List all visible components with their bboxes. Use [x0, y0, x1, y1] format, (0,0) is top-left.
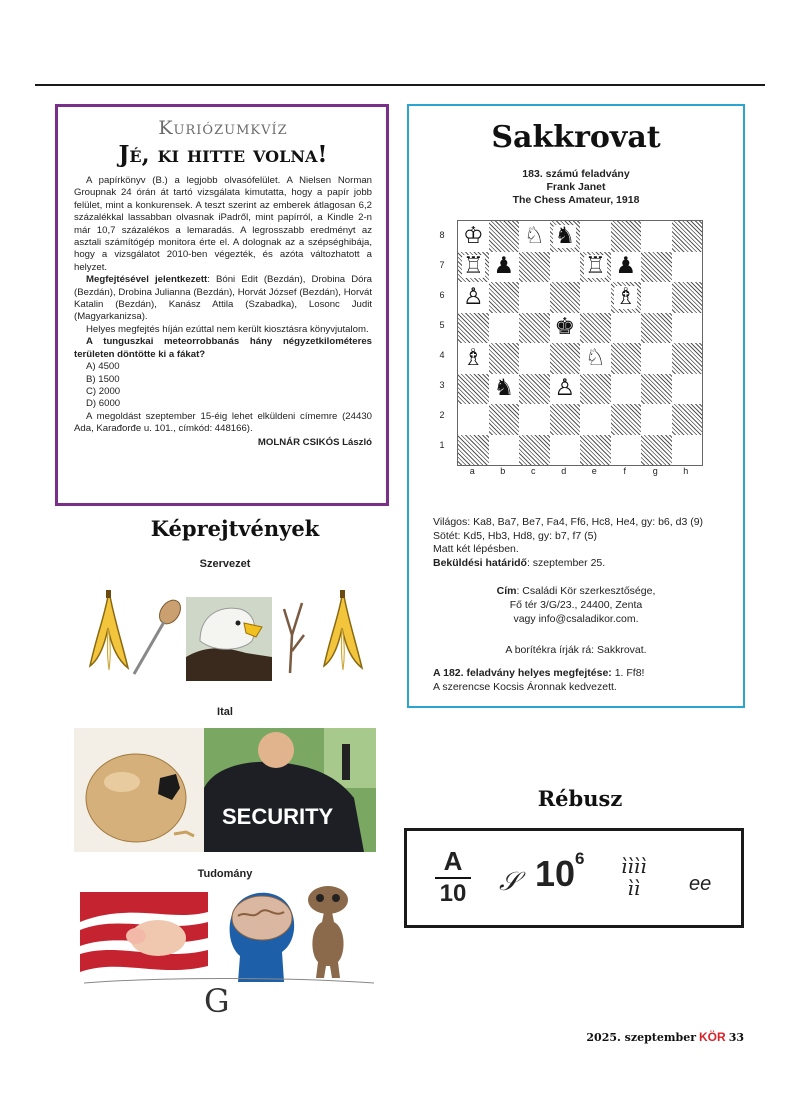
- quiz-answer-paragraph: A papírkönyv (B.) a legjobb olvasófelület. A Nielsen Norman Groupnak 24 órán át tartó vizsgálata kimutatta, hogy a papír jobb felület, mint a konkurensek. A teszt szerint az emberek átlagosan 6,2 százalékkal lassabban olvasnak iPadről, mint papírról, a Kindle 2-n már 10,7 százalékos a lemaradás. A legrosszabb eredményt az asztali számítógép monitora érte el. A dolognak az a szépséghibája, hogy a vizsgálatot 2010-ben végezték, és azóta változhatott a helyzet.: [74, 175, 372, 273]
- twig-icon: [276, 595, 310, 675]
- square-f2: [611, 404, 642, 435]
- square-h1: [672, 435, 703, 466]
- solvers-list: : Bóni Edit (Bezdán), Drobina Dóra (Bezdán), Drobina Julianna (Bezdán), Horvát József (Bezdán), Horvát Katalin (Bezdán), Kanász Attila (Szabadka), Losonc Judit (Magyarkanizsa).: [74, 274, 372, 323]
- rebus-ee: ee: [689, 873, 712, 895]
- rebus-ten-power: [535, 849, 585, 895]
- square-d2: [550, 404, 581, 435]
- fraction-a-over-10: [435, 847, 471, 907]
- square-g2: [641, 404, 672, 435]
- quiz-option-c: C) 2000: [86, 385, 121, 397]
- square-c6: [519, 282, 550, 313]
- g-letter: G: [204, 982, 230, 1020]
- piece-f6: ♗: [615, 283, 637, 310]
- power-exponent: 6: [575, 849, 585, 868]
- square-d3: [550, 374, 581, 405]
- quiz-box: [55, 104, 389, 506]
- quiz-kicker: Kuriózumkvíz: [158, 117, 288, 139]
- square-a6: [458, 282, 489, 313]
- fraction-numerator: A: [443, 846, 463, 876]
- picture-puzzles-title: Képrejtvények: [150, 516, 320, 541]
- awl-icon: [128, 598, 184, 678]
- rebus-box: [404, 828, 744, 928]
- quiz-option-d: D) 6000: [86, 398, 121, 410]
- square-c3: [519, 374, 550, 405]
- square-a7: [458, 252, 489, 283]
- square-d5: [550, 313, 581, 344]
- square-e8: [580, 221, 611, 252]
- square-a2: [458, 404, 489, 435]
- square-g5: [641, 313, 672, 344]
- chess-deadline: [433, 557, 733, 571]
- deadline-value: : szeptember 25.: [526, 556, 606, 569]
- square-c1: [519, 435, 550, 466]
- piece-d5: ♚: [554, 314, 576, 341]
- flag-hand-icon: [80, 892, 208, 980]
- file-label-d: d: [561, 466, 567, 476]
- square-d7: [550, 252, 581, 283]
- square-e1: [580, 435, 611, 466]
- rank-label-5: 5: [439, 320, 445, 330]
- address-line-1: [409, 584, 743, 598]
- address-line-3: vagy info@csaladikor.com.: [513, 613, 639, 625]
- quiz-no-prize: Helyes megfejtés híján ezúttal nem került kiosztásra könyvjutalom.: [86, 323, 369, 335]
- square-e4: [580, 343, 611, 374]
- square-g7: [641, 252, 672, 283]
- rank-labels: [435, 220, 449, 460]
- square-f1: [611, 435, 642, 466]
- page-number: 33: [728, 1031, 744, 1044]
- black-pieces: Sötét: Kd5, Hb3, Hd8, gy: b7, f7 (5): [433, 529, 598, 542]
- square-h5: [672, 313, 703, 344]
- banana-icon-2: [314, 588, 372, 678]
- square-c8: [519, 221, 550, 252]
- deadline-label: Beküldési határidő: [433, 556, 527, 569]
- piece-a8: ♔: [462, 222, 484, 249]
- security-label: SECURITY: [222, 804, 334, 829]
- square-a3: [458, 374, 489, 405]
- address-line-2: Fő tér 3/G/23., 24400, Zenta: [509, 599, 643, 611]
- solvers-label: Megfejtésével jelentkezett: [86, 274, 208, 286]
- square-c4: [519, 343, 550, 374]
- square-c7: [519, 252, 550, 283]
- piece-e4: ♘: [584, 344, 606, 371]
- question-text: A tunguszkai meteorrobbanás hány négyzetkilométeres területen döntötte ki a fákat?: [74, 336, 372, 360]
- square-f3: [611, 374, 642, 405]
- chess-box: [407, 104, 745, 708]
- kor-logo: KÖR: [699, 1030, 726, 1044]
- square-d8: [550, 221, 581, 252]
- brain-head-icon: [218, 886, 302, 982]
- square-e7: [580, 252, 611, 283]
- square-b5: [489, 313, 520, 344]
- rank-label-2: 2: [439, 410, 445, 420]
- piece-b3: ♞: [493, 375, 515, 402]
- top-rule: [35, 84, 765, 86]
- square-h4: [672, 343, 703, 374]
- square-b7: [489, 252, 520, 283]
- page-footer: [586, 1030, 744, 1044]
- square-a1: [458, 435, 489, 466]
- eagle-icon: [186, 597, 272, 681]
- i-stack-bottom: ìì: [627, 876, 641, 900]
- file-label-e: e: [591, 466, 597, 476]
- square-c2: [519, 404, 550, 435]
- square-h8: [672, 221, 703, 252]
- square-g3: [641, 374, 672, 405]
- rebus-i-stack: [621, 855, 647, 899]
- rank-label-3: 3: [439, 380, 445, 390]
- piece-a6: ♙: [462, 283, 484, 310]
- i-stack-top: ìììì: [621, 854, 647, 878]
- square-h7: [672, 252, 703, 283]
- square-e2: [580, 404, 611, 435]
- square-b1: [489, 435, 520, 466]
- et-alien-icon: [302, 882, 354, 982]
- square-a5: [458, 313, 489, 344]
- quiz-solvers-paragraph: [74, 274, 372, 324]
- piece-d8: ♞: [554, 222, 576, 249]
- chess-task: Matt két lépésben.: [433, 543, 519, 555]
- rank-label-6: 6: [439, 290, 445, 300]
- quiz-signature: MOLNÁR CSIKÓS László: [257, 436, 372, 448]
- square-b2: [489, 404, 520, 435]
- rank-label-7: 7: [439, 260, 445, 270]
- piece-d3: ♙: [554, 375, 576, 402]
- square-f5: [611, 313, 642, 344]
- piece-e7: ♖: [584, 253, 606, 280]
- square-f6: [611, 282, 642, 313]
- square-b8: [489, 221, 520, 252]
- chess-title: Sakkrovat: [491, 120, 661, 155]
- square-g6: [641, 282, 672, 313]
- square-f8: [611, 221, 642, 252]
- square-e6: [580, 282, 611, 313]
- quiz-title: Jé, ki hitte volna!: [118, 141, 328, 168]
- square-f4: [611, 343, 642, 374]
- square-g1: [641, 435, 672, 466]
- envelope-note: A borítékra írják rá: Sakkrovat.: [505, 644, 647, 656]
- square-f7: [611, 252, 642, 283]
- security-guard-icon: [204, 728, 376, 852]
- solution-label: A 182. feladvány helyes megfejtése:: [433, 667, 612, 679]
- issue-date: 2025. szeptember: [586, 1031, 697, 1044]
- file-label-g: g: [652, 466, 658, 476]
- square-b3: [489, 374, 520, 405]
- piece-a4: ♗: [462, 344, 484, 371]
- quiz-option-b: B) 1500: [86, 373, 120, 385]
- square-g4: [641, 343, 672, 374]
- piece-f7: ♟: [615, 253, 637, 280]
- square-e3: [580, 374, 611, 405]
- solution-move: 1. Ff8!: [611, 667, 645, 679]
- chess-address: [409, 584, 743, 626]
- puzzle-label-1: Szervezet: [199, 558, 251, 570]
- file-label-c: c: [531, 466, 536, 476]
- address-value: : Családi Kör szerkesztősége,: [516, 585, 656, 597]
- piece-a7: ♖: [462, 253, 484, 280]
- chess-position-info: [433, 516, 733, 570]
- address-label: Cím: [496, 585, 517, 597]
- square-h3: [672, 374, 703, 405]
- quiz-deadline: A megoldást szeptember 15-éig lehet elküldeni címemre (24430 Ada, Karađorđe u. 101., címkód: 448166).: [74, 410, 372, 435]
- rebus-title: Rébusz: [537, 786, 623, 811]
- square-g8: [641, 221, 672, 252]
- power-base: 10: [535, 853, 576, 894]
- previous-solution: [433, 667, 733, 694]
- problem-author: Frank Janet: [546, 181, 606, 193]
- square-h2: [672, 404, 703, 435]
- rebus-s: 𝒮: [499, 867, 520, 897]
- square-d1: [550, 435, 581, 466]
- chess-problem-header: [409, 168, 743, 207]
- fraction-denominator: 10: [439, 880, 467, 907]
- chess-diagram: [439, 220, 703, 476]
- problem-number: 183. számú feladvány: [522, 168, 630, 180]
- file-labels: [457, 466, 701, 476]
- fraction-bar: [435, 877, 471, 879]
- file-label-h: h: [683, 466, 689, 476]
- broken-egg-icon: [74, 728, 204, 852]
- square-h6: [672, 282, 703, 313]
- file-label-a: a: [469, 466, 475, 476]
- quiz-option-a: A) 4500: [86, 361, 120, 373]
- square-a4: [458, 343, 489, 374]
- solution-line: [433, 667, 733, 681]
- winner-line: A szerencse Kocsis Áronnak kedvezett.: [433, 680, 617, 693]
- white-pieces: Világos: Ka8, Ba7, Be7, Fa4, Ff6, Hc8, He4, gy: b6, d3 (9): [433, 516, 704, 528]
- problem-source: The Chess Amateur, 1918: [512, 194, 640, 206]
- rank-label-1: 1: [439, 440, 445, 450]
- puzzle-label-3: Tudomány: [197, 868, 253, 880]
- square-d6: [550, 282, 581, 313]
- quiz-question: [74, 336, 372, 361]
- square-b4: [489, 343, 520, 374]
- piece-c8: ♘: [523, 222, 545, 249]
- piece-b7: ♟: [493, 253, 515, 280]
- square-b6: [489, 282, 520, 313]
- square-c5: [519, 313, 550, 344]
- rank-label-4: 4: [439, 350, 445, 360]
- file-label-f: f: [623, 466, 626, 476]
- chess-board: [457, 220, 703, 466]
- square-d4: [550, 343, 581, 374]
- square-a8: [458, 221, 489, 252]
- file-label-b: b: [500, 466, 506, 476]
- square-e5: [580, 313, 611, 344]
- rank-label-8: 8: [439, 230, 445, 240]
- puzzle-label-2: Ital: [217, 706, 233, 718]
